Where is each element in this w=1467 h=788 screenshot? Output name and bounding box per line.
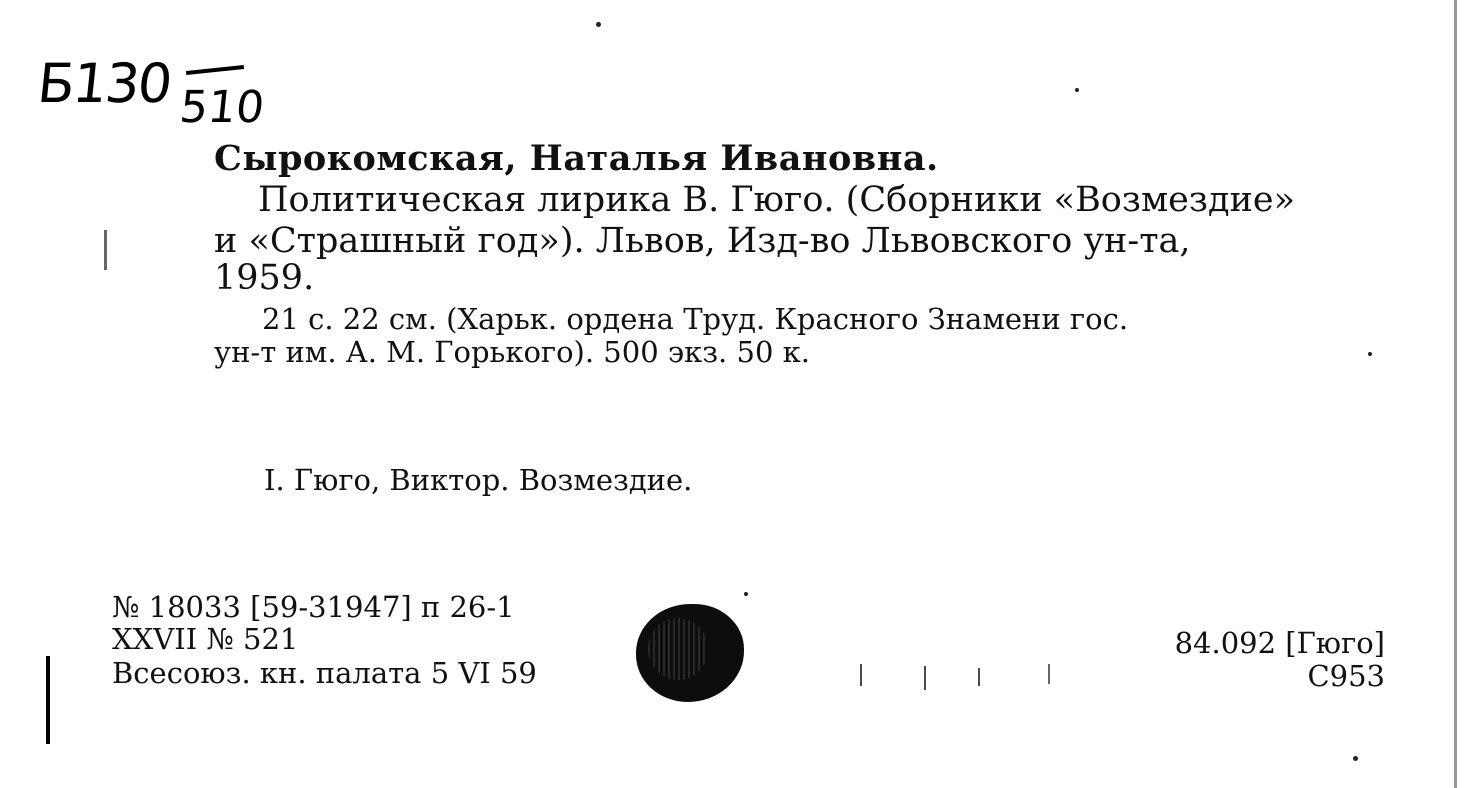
card-right-edge bbox=[1454, 0, 1457, 788]
scan-speck bbox=[744, 592, 748, 596]
scan-tick bbox=[1048, 664, 1050, 684]
collation-line-2: ун-т им. А. М. Горького). 500 экз. 50 к. bbox=[214, 335, 810, 369]
scan-speck bbox=[1353, 756, 1358, 761]
scan-speck bbox=[1075, 88, 1079, 92]
author-mark: С953 bbox=[1307, 659, 1385, 693]
scan-speck bbox=[596, 22, 601, 27]
handwritten-fraction-bar bbox=[186, 65, 244, 75]
scan-tick bbox=[924, 666, 926, 690]
handwritten-fraction: 510 bbox=[177, 82, 267, 133]
classification-code: 84.092 [Гюго] bbox=[1174, 626, 1385, 660]
subject-tracing: I. Гюго, Виктор. Возмездие. bbox=[264, 463, 693, 497]
imprint-line-3: Всесоюз. кн. палата 5 VI 59 bbox=[112, 656, 537, 690]
imprint-line-1: № 18033 [59-31947] п 26-1 bbox=[112, 590, 515, 624]
title-line-1: Политическая лирика В. Гюго. (Сборники «Возмездие» bbox=[258, 180, 1295, 220]
imprint-line-2: XXVII № 521 bbox=[112, 622, 299, 656]
scan-speck bbox=[1368, 352, 1372, 356]
title-line-3: 1959. bbox=[214, 258, 315, 298]
left-edge-mark bbox=[46, 656, 50, 744]
handwritten-call-number: Б130 bbox=[34, 52, 174, 115]
scan-tick bbox=[978, 668, 980, 686]
punch-hole bbox=[636, 604, 744, 702]
title-line-2: и «Страшный год»). Львов, Изд-во Львовского ун-та, bbox=[214, 221, 1191, 261]
scan-tick bbox=[860, 664, 862, 686]
left-edge-mark bbox=[104, 230, 107, 270]
collation-line-1: 21 с. 22 см. (Харьк. ордена Труд. Красного Знамени гос. bbox=[262, 302, 1129, 336]
author-heading: Сырокомская, Наталья Ивановна. bbox=[214, 138, 939, 179]
